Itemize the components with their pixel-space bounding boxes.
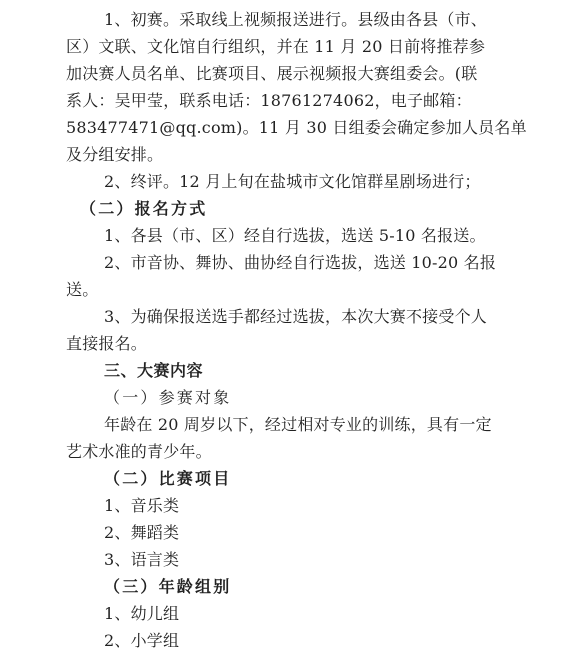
list-item: 2、小学组 [104, 631, 180, 650]
paragraph-line: 区）文联、文化馆自行组织，并在 11 月 20 日前将推荐参 [66, 37, 486, 56]
paragraph-line: 送。 [66, 280, 99, 299]
paragraph-line: 艺术水准的青少年。 [66, 442, 212, 461]
list-item: 1、音乐类 [104, 496, 180, 515]
paragraph-line: 1、各县（市、区）经自行选拔，选送 5-10 名报送。 [104, 226, 486, 245]
paragraph-line: 年龄在 20 周岁以下，经过相对专业的训练，具有一定 [104, 415, 492, 434]
paragraph-line: 2、市音协、舞协、曲协经自行选拔，选送 10-20 名报 [104, 253, 497, 272]
paragraph-line: 1、初赛。采取线上视频报送进行。县级由各县（市、 [104, 10, 487, 29]
paragraph-line: 583477471@qq.com)。11 月 30 日组委会确定参加人员名单 [66, 118, 527, 137]
paragraph-line: 2、终评。12 月上旬在盐城市文化馆群星剧场进行； [104, 172, 481, 191]
paragraph-line: 加决赛人员名单、比赛项目、展示视频报大赛组委会。(联 [66, 64, 478, 83]
paragraph-line: 系人：吴甲莹，联系电话：18761274062，电子邮箱： [66, 91, 472, 110]
subsection-heading: （三）年龄组别 [104, 577, 232, 596]
paragraph-line: 及分组安排。 [66, 145, 164, 164]
section-heading: （二）报名方式 [80, 199, 208, 218]
paragraph-line: 直接报名。 [66, 334, 148, 353]
list-item: 2、舞蹈类 [104, 523, 180, 542]
list-item: 3、语言类 [104, 550, 180, 569]
subsection-heading: （一）参赛对象 [104, 388, 232, 407]
chapter-heading: 三、大赛内容 [104, 361, 204, 380]
subsection-heading: （二）比赛项目 [104, 469, 232, 488]
paragraph-line: 3、为确保报送选手都经过选拔，本次大赛不接受个人 [104, 307, 487, 326]
list-item: 1、幼儿组 [104, 604, 180, 623]
